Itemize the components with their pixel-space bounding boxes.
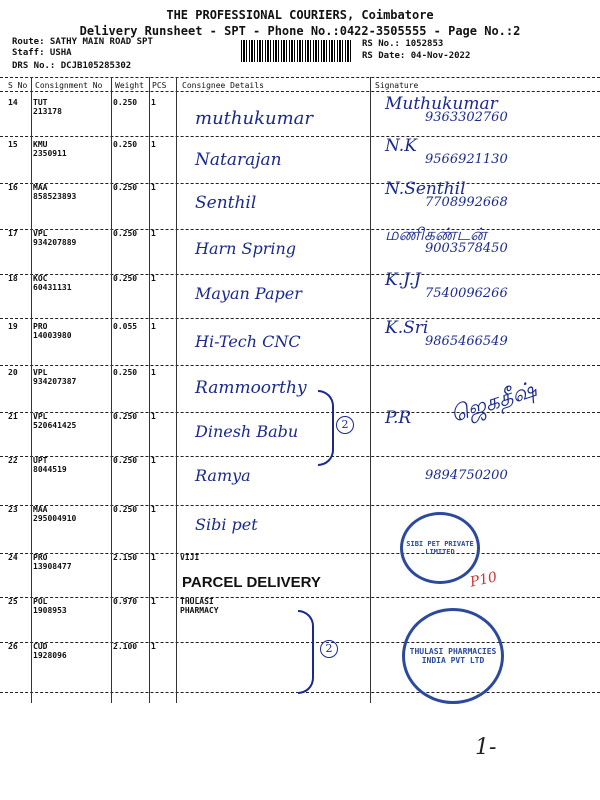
consignee-handwritten: Harn Spring xyxy=(195,239,297,258)
group-brace xyxy=(298,610,314,694)
company-title: THE PROFESSIONAL COURIERS, Coimbatore xyxy=(166,8,434,22)
serial-number: 20 xyxy=(8,368,18,377)
consignment-number: UPT 8044519 xyxy=(33,456,67,474)
col-weight-header: Weight xyxy=(115,81,144,90)
column-divider xyxy=(149,77,150,703)
serial-number: 17 xyxy=(8,229,18,238)
consignee-handwritten: muthukumar xyxy=(195,108,313,129)
column-divider xyxy=(176,77,177,703)
weight-value: 0.250 xyxy=(113,140,138,149)
row-divider xyxy=(0,77,600,78)
weight-value: 0.250 xyxy=(113,505,138,514)
pharmacy-stamp xyxy=(402,608,504,704)
recipient-phone: 9894750200 xyxy=(425,468,508,483)
rs-date: RS Date: 04-Nov-2022 xyxy=(362,51,471,61)
recipient-signature: P.R xyxy=(385,408,412,428)
recipient-signature: மணிகண்டன் xyxy=(385,225,487,245)
staff-label: Staff: USHA xyxy=(12,48,72,58)
consignment-number: PRO 14003980 xyxy=(33,322,72,340)
pieces-count: 1 xyxy=(151,274,156,283)
p10-mark: P10 xyxy=(468,569,499,591)
col-pcs-header: PCS xyxy=(152,81,167,90)
serial-number: 21 xyxy=(8,412,18,421)
serial-number: 14 xyxy=(8,98,18,107)
pieces-count: 1 xyxy=(151,98,156,107)
pieces-count: 1 xyxy=(151,322,156,331)
recipient-phone: 9566921130 xyxy=(425,152,508,167)
row-divider xyxy=(0,318,600,319)
weight-value: 0.250 xyxy=(113,274,138,283)
column-divider xyxy=(370,77,371,703)
consignee-name: VIJI xyxy=(180,553,200,562)
consignee-handwritten: Ramya xyxy=(195,466,251,485)
pieces-count: 1 xyxy=(151,412,156,421)
drs-number: DRS No.: DCJB105285302 xyxy=(12,61,132,71)
row-divider xyxy=(0,553,600,554)
rs-number: RS No.: 1052853 xyxy=(362,39,444,49)
consignment-number: KMU 2350911 xyxy=(33,140,67,158)
recipient-signature: K.Sri xyxy=(385,318,429,338)
group-brace xyxy=(318,390,334,466)
consignment-number: VPL 934207889 xyxy=(33,229,77,247)
recipient-signature: Muthukumar xyxy=(385,94,498,114)
consignment-number: POL 1908953 xyxy=(33,597,67,615)
serial-number: 15 xyxy=(8,140,18,149)
column-divider xyxy=(31,77,32,703)
serial-number: 16 xyxy=(8,183,18,192)
weight-value: 0.055 xyxy=(113,322,138,331)
weight-value: 0.250 xyxy=(113,98,138,107)
serial-number: 19 xyxy=(8,322,18,331)
recipient-phone: 7540096266 xyxy=(425,286,508,301)
group-count-mark: 2 xyxy=(336,416,354,434)
weight-value: 0.250 xyxy=(113,229,138,238)
pieces-count: 1 xyxy=(151,456,156,465)
weight-value: 0.970 xyxy=(113,597,138,606)
recipient-signature: K.J.J xyxy=(385,270,421,290)
row-divider xyxy=(0,597,600,598)
pieces-count: 1 xyxy=(151,368,156,377)
runsheet-title: Delivery Runsheet - SPT - Phone No.:0422-3505555 - Page No.:2 xyxy=(79,24,521,38)
row-divider xyxy=(0,136,600,137)
row-divider xyxy=(0,183,600,184)
pieces-count: 1 xyxy=(151,642,156,651)
route-label: Route: SATHY MAIN ROAD SPT xyxy=(12,37,153,47)
pieces-count: 1 xyxy=(151,597,156,606)
row-divider xyxy=(0,229,600,230)
row-divider xyxy=(0,274,600,275)
pieces-count: 1 xyxy=(151,229,156,238)
consignee-handwritten: Senthil xyxy=(195,193,257,213)
pieces-count: 1 xyxy=(151,553,156,562)
serial-number: 25 xyxy=(8,597,18,606)
serial-number: 26 xyxy=(8,642,18,651)
recipient-signature: N.Senthil xyxy=(385,179,466,199)
consignee-handwritten: Sibi pet xyxy=(195,515,258,534)
weight-value: 0.250 xyxy=(113,368,138,377)
consignment-number: MAA 858523893 xyxy=(33,183,77,201)
row-divider xyxy=(0,91,600,92)
pieces-count: 1 xyxy=(151,505,156,514)
row-divider xyxy=(0,365,600,366)
col-sno-header: S No xyxy=(8,81,28,90)
group-count-mark: 2 xyxy=(320,640,338,658)
consignment-number: VPL 520641425 xyxy=(33,412,77,430)
signature-row-20-21: ஜெகதீஷ் xyxy=(447,377,540,429)
stamp-text: THULASI PHARMACIES INDIA PVT LTD xyxy=(409,647,497,665)
serial-number: 22 xyxy=(8,456,18,465)
barcode xyxy=(241,40,353,62)
recipient-phone: 9363302760 xyxy=(425,110,508,125)
weight-value: 2.150 xyxy=(113,553,138,562)
serial-number: 18 xyxy=(8,274,18,283)
consignee-handwritten: Natarajan xyxy=(195,150,282,170)
weight-value: 0.250 xyxy=(113,183,138,192)
consignee-handwritten: Dinesh Babu xyxy=(195,422,299,441)
pieces-count: 1 xyxy=(151,140,156,149)
column-divider xyxy=(111,77,112,703)
weight-value: 2.100 xyxy=(113,642,138,651)
company-stamp xyxy=(400,512,480,584)
col-consignment-header: Consignment No xyxy=(35,81,103,90)
consignment-number: KOC 60431131 xyxy=(33,274,72,292)
consignment-number: CUD 1928096 xyxy=(33,642,67,660)
recipient-phone: 7708992668 xyxy=(425,195,508,210)
stamp-text: SIBI PET PRIVATE LIMITED xyxy=(406,540,474,556)
serial-number: 24 xyxy=(8,553,18,562)
weight-value: 0.250 xyxy=(113,412,138,421)
weight-value: 0.250 xyxy=(113,456,138,465)
recipient-phone: 9003578450 xyxy=(425,241,508,256)
consignee-handwritten: Hi-Tech CNC xyxy=(195,332,301,351)
consignment-number: VPL 934207387 xyxy=(33,368,77,386)
col-signature-header: Signature xyxy=(375,81,419,90)
consignee-handwritten: Mayan Paper xyxy=(195,284,302,303)
row-divider xyxy=(0,456,600,457)
consignee-handwritten: Rammoorthy xyxy=(195,378,307,398)
pieces-count: 1 xyxy=(151,183,156,192)
consignment-number: TUT 213178 xyxy=(33,98,62,116)
col-consignee-header: Consignee Details xyxy=(182,81,264,90)
parcel-delivery-label: PARCEL DELIVERY xyxy=(182,574,321,591)
recipient-signature: N.K xyxy=(385,136,417,156)
consignee-name: THULASI PHARMACY xyxy=(180,597,219,615)
serial-number: 23 xyxy=(8,505,18,514)
footer-mark: 1- xyxy=(475,735,497,760)
row-divider xyxy=(0,505,600,506)
recipient-phone: 9865466549 xyxy=(425,334,508,349)
consignment-number: PRO 13908477 xyxy=(33,553,72,571)
consignment-number: MAA 295004910 xyxy=(33,505,77,523)
